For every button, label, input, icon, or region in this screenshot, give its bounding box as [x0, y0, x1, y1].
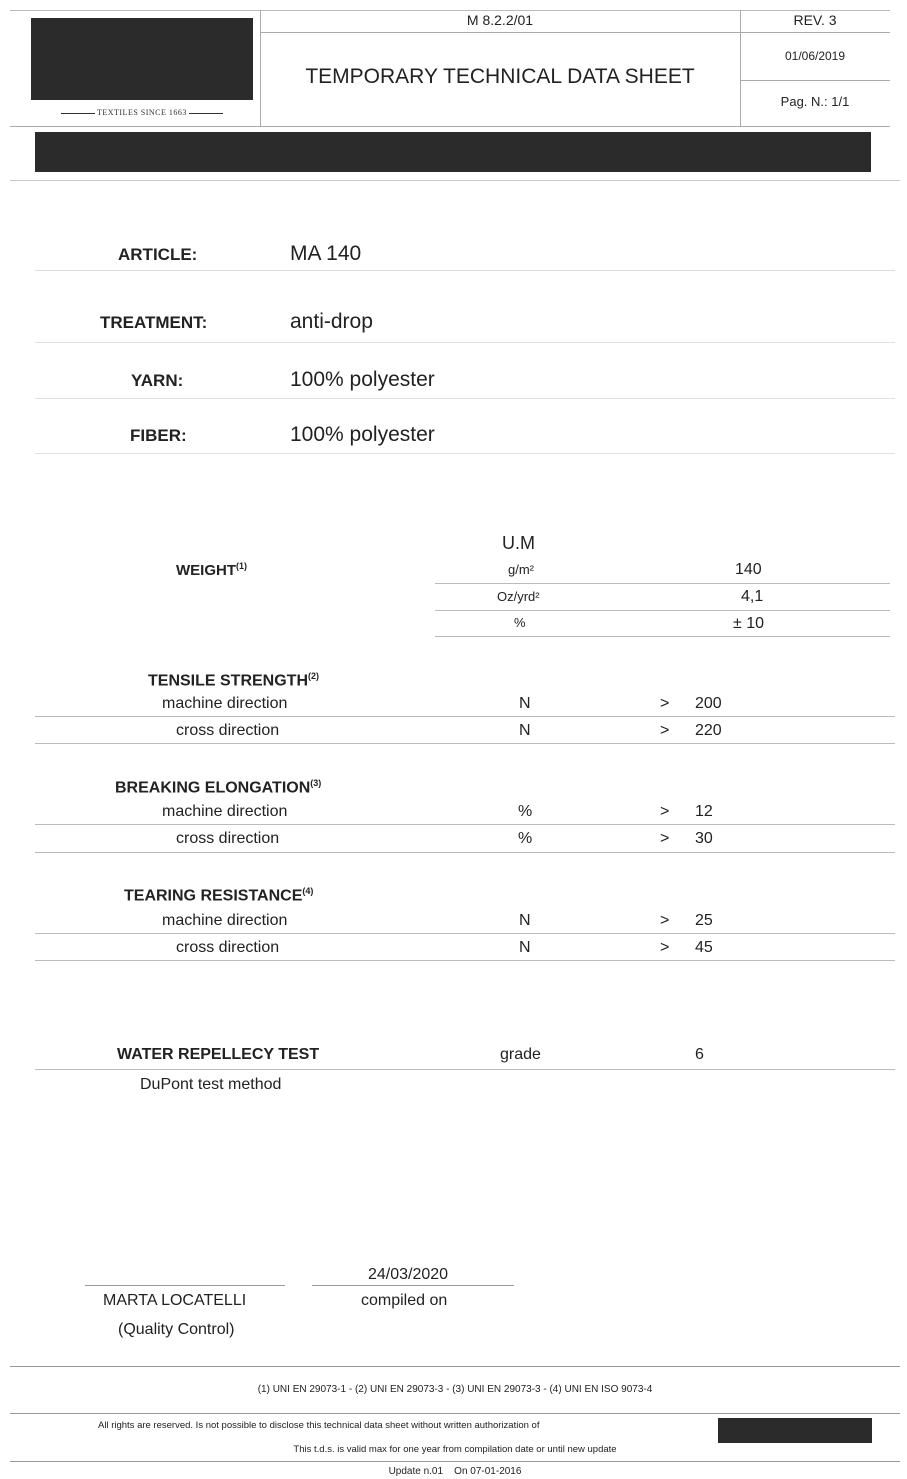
tensile-unit-machine: N	[519, 695, 531, 712]
water-label: WATER REPELLECY TEST	[117, 1046, 320, 1063]
logo-redacted	[31, 18, 253, 100]
water-unit: grade	[500, 1046, 541, 1063]
water-method: DuPont test method	[140, 1076, 282, 1093]
tearing-value-machine: 25	[695, 912, 713, 929]
doc-title: TEMPORARY TECHNICAL DATA SHEET	[305, 65, 695, 88]
weight-unit-oz: Oz/yrd²	[497, 589, 540, 604]
treatment-value: anti-drop	[290, 310, 373, 333]
elongation-value-cross: 30	[695, 830, 713, 847]
elongation-value-machine: 12	[695, 803, 713, 820]
compiled-label: compiled on	[361, 1292, 448, 1309]
tensile-unit-cross: N	[519, 722, 531, 739]
tearing-unit-machine: N	[519, 912, 531, 929]
weight-unit-gsm: g/m²	[508, 562, 534, 577]
tearing-label: TEARING RESISTANCE$^{(4)}$	[124, 886, 314, 905]
fiber-value: 100% polyester	[290, 423, 435, 446]
weight-value-oz: 4,1	[741, 588, 764, 605]
water-value: 6	[695, 1046, 704, 1063]
fiber-label: FIBER:	[130, 426, 187, 445]
elongation-op-machine: >	[660, 803, 670, 820]
tearing-dir-machine: machine direction	[162, 912, 288, 929]
footer-update: Update n.01 On 07-01-2016	[388, 1466, 522, 1477]
elongation-dir-machine: machine direction	[162, 803, 288, 820]
um-header: U.M	[502, 533, 535, 553]
tensile-op-cross: >	[660, 722, 670, 739]
footer-rights: All rights are reserved. Is not possible to disclose this technical data sheet without written authorization of	[98, 1420, 540, 1431]
weight-unit-tolerance: %	[514, 615, 526, 630]
elongation-dir-cross: cross direction	[176, 830, 280, 847]
company-banner-redacted	[35, 132, 871, 172]
elongation-unit-machine: %	[518, 803, 533, 820]
footer-validity: This t.d.s. is valid max for one year from compilation date or until new update	[293, 1444, 617, 1455]
logo-tagline: TEXTILES SINCE 1663	[30, 108, 254, 117]
weight-value-gsm: 140	[735, 561, 762, 578]
weight-value-tolerance: ± 10	[733, 615, 765, 632]
article-label: ARTICLE:	[118, 245, 198, 264]
doc-page: Pag. N.: 1/1	[780, 94, 850, 109]
compiled-date: 24/03/2020	[368, 1266, 449, 1283]
elongation-op-cross: >	[660, 830, 670, 847]
tearing-op-cross: >	[660, 939, 670, 956]
tensile-value-cross: 220	[695, 722, 722, 739]
treatment-label: TREATMENT:	[100, 313, 208, 332]
yarn-label: YARN:	[131, 371, 184, 390]
tearing-unit-cross: N	[519, 939, 531, 956]
tensile-label: TENSILE STRENGTH$^{(2)}$	[148, 671, 320, 690]
footer-standards: (1) UNI EN 29073-1 - (2) UNI EN 29073-3 - (3) UNI EN 29073-3 - (4) UNI EN ISO 9073-4	[257, 1384, 653, 1395]
weight-label: WEIGHT$^{(1)}$	[176, 561, 247, 579]
signatory-role: (Quality Control)	[118, 1321, 235, 1338]
tensile-dir-cross: cross direction	[176, 722, 280, 739]
doc-date: 01/06/2019	[784, 49, 846, 63]
tensile-op-machine: >	[660, 695, 670, 712]
company-name-redacted	[718, 1418, 872, 1443]
doc-revision: REV. 3	[793, 12, 837, 28]
doc-code: M 8.2.2/01	[466, 12, 534, 28]
tearing-dir-cross: cross direction	[176, 939, 280, 956]
tensile-value-machine: 200	[695, 695, 722, 712]
signatory-name: MARTA LOCATELLI	[103, 1292, 247, 1309]
yarn-value: 100% polyester	[290, 368, 435, 391]
tearing-op-machine: >	[660, 912, 670, 929]
elongation-label: BREAKING ELONGATION$^{(3)}$	[115, 778, 322, 797]
tensile-dir-machine: machine direction	[162, 695, 288, 712]
elongation-unit-cross: %	[518, 830, 533, 847]
article-value: MA 140	[290, 242, 362, 265]
tearing-value-cross: 45	[695, 939, 713, 956]
